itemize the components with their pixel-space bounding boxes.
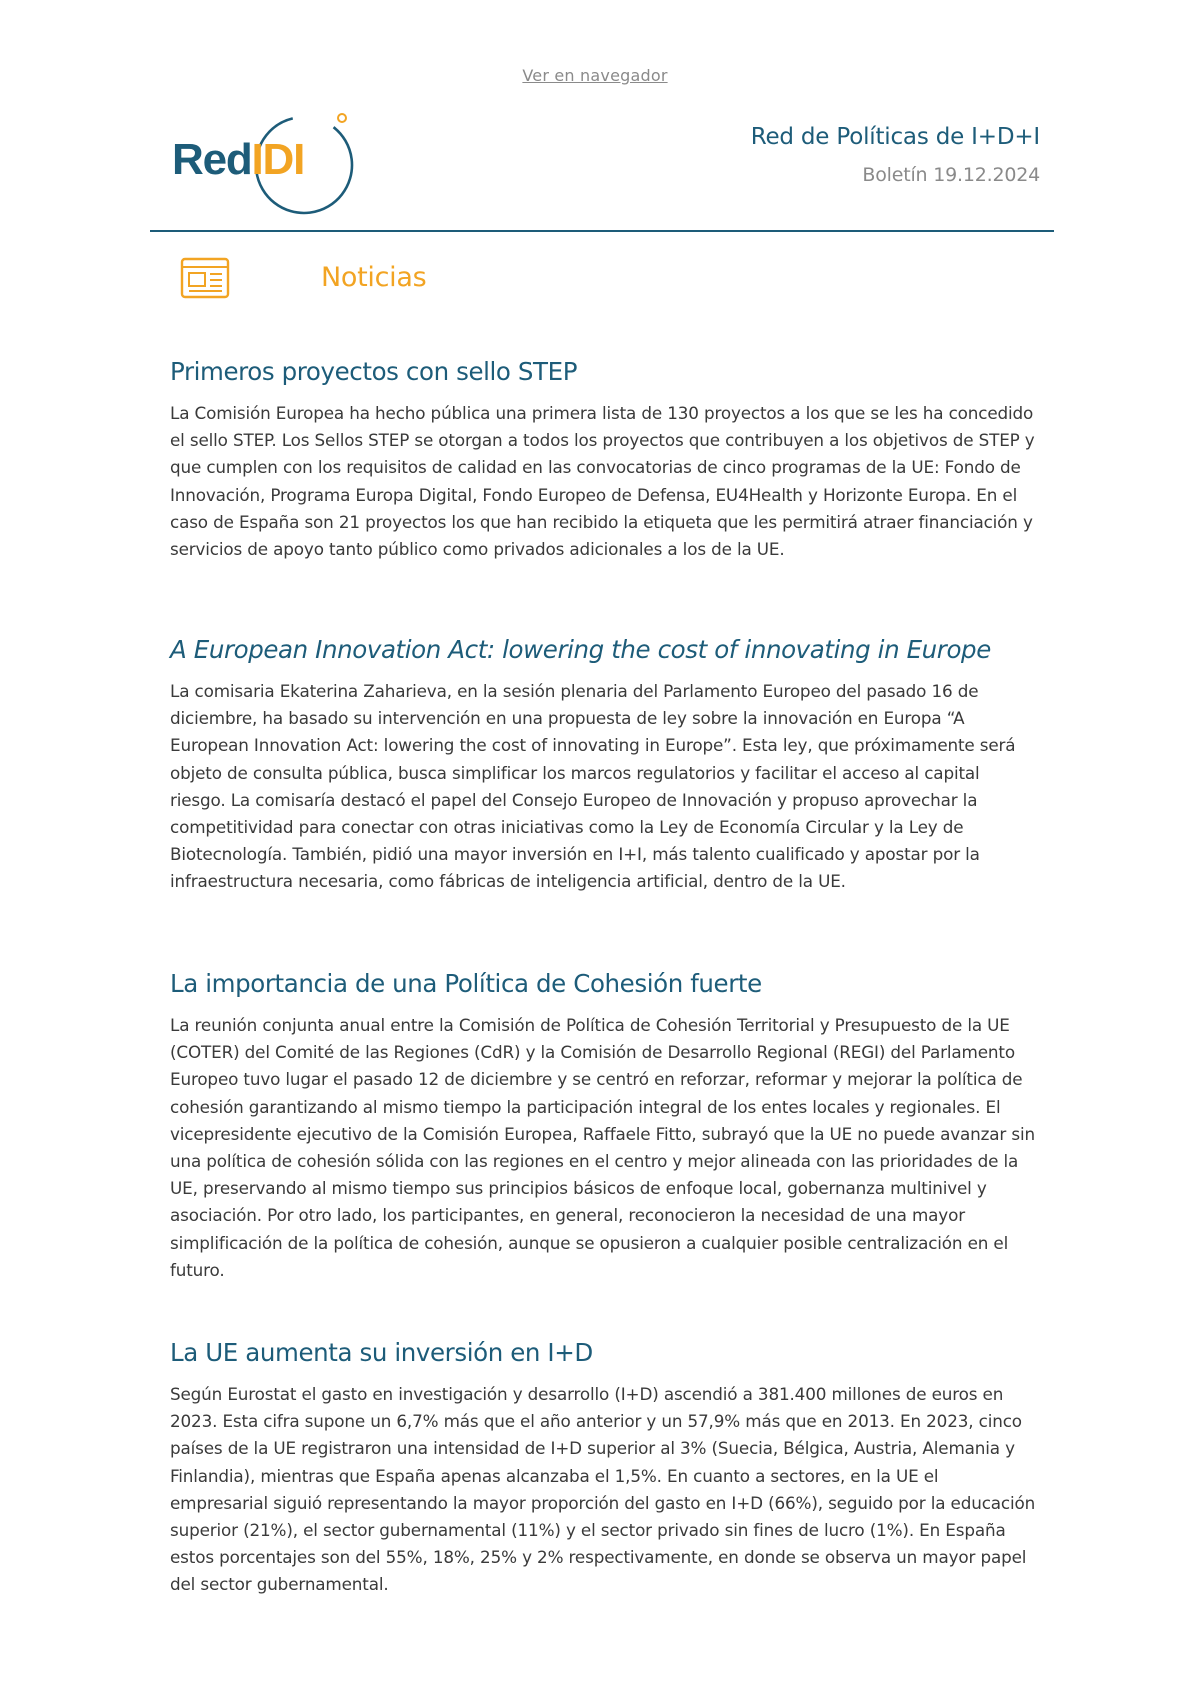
news-article bbox=[170, 1338, 1038, 1599]
article-title[interactable]: La UE aumenta su inversión en I+D bbox=[170, 1338, 593, 1367]
section-title-noticias: Noticias bbox=[321, 262, 427, 293]
logo-text-red: Red bbox=[172, 135, 252, 184]
view-in-browser-link[interactable]: Ver en navegador bbox=[522, 66, 668, 85]
article-title[interactable]: La importancia de una Política de Cohesión fuerte bbox=[170, 969, 762, 998]
article-body: Según Eurostat el gasto en investigación y desarrollo (I+D) ascendió a 381.400 millones de euros en 2023. Esta cifra supone un 6,7% más que el año anterior y un 57,9% más que en 2013. En 2023, cinco países de la UE registraron una intensidad de I+D superior al 3% (Suecia, Bélgica, Austria, Alemania y Finlandia), mientras que España apenas alcanzaba el 1,5%. En cuanto a sectores, en la UE el empresarial siguió representando la mayor proporción del gasto en I+D (66%), seguido por la educación superior (21%), el sector gubernamental (11%) y el sector privado sin fines de lucro (1%). En España estos porcentajes son del 55%, 18%, 25% y 2% respectivamente, en donde se observa un mayor papel del sector gubernamental. bbox=[170, 1384, 1036, 1595]
article-body: La comisaria Ekaterina Zaharieva, en la sesión plenaria del Parlamento Europeo del pasado 16 de diciembre, ha basado su intervención en una propuesta de ley sobre la innovación en Europa “A European Innovation Act: lowering the cost of innovating in Europe”. Esta ley, que próximamente será objeto de consulta pública, busca simplificar los marcos regulatorios y facilitar el acceso al capital riesgo. La comisaría destacó el papel del Consejo Europeo de Innovación y propuso aprovechar la competitividad para conectar con otras iniciativas como la Ley de Economía Circular y la Ley de Biotecnología. También, pidió una mayor inversión en I+I, más talento cualificado y apostar por la infraestructura necesaria, como fábricas de inteligencia artificial, dentro de la UE. bbox=[170, 681, 1016, 892]
news-article bbox=[170, 969, 1038, 1284]
news-article bbox=[170, 635, 1038, 896]
network-title: Red de Políticas de I+D+I bbox=[750, 124, 1040, 150]
logo-text-idi: IDI bbox=[251, 135, 305, 184]
bulletin-header bbox=[751, 124, 1040, 186]
redidi-logo bbox=[172, 108, 372, 216]
news-article bbox=[170, 357, 1038, 563]
header-divider bbox=[150, 230, 1054, 232]
article-body: La reunión conjunta anual entre la Comisión de Política de Cohesión Territorial y Presupuesto de la UE (COTER) del Comité de las Regiones (CdR) y la Comisión de Desarrollo Regional (REGI) del Parlamento Europeo tuvo lugar el pasado 12 de diciembre y se centró en reforzar, reformar y mejorar la política de cohesión garantizando al mismo tiempo la participación integral de los entes locales y regionales. El vicepresidente ejecutivo de la Comisión Europea, Raffaele Fitto, subrayó que la UE no puede avanzar sin una política de cohesión sólida con las regiones en el centro y mejor alineada con las prioridades de la UE, preservando al mismo tiempo sus principios básicos de enfoque local, gobernanza multinivel y asociación. Por otro lado, los participantes, en general, reconocieron la necesidad de una mayor simplificación de la política de cohesión, aunque se opusieron a cualquier posible centralización en el futuro. bbox=[170, 1015, 1035, 1280]
newspaper-icon bbox=[180, 257, 230, 299]
svg-text:RedIDI bbox=[172, 135, 304, 184]
article-body: La Comisión Europea ha hecho pública una primera lista de 130 proyectos a los que se les ha concedido el sello STEP. Los Sellos STEP se otorgan a todos los proyectos que contribuyen a los objetivos de STEP y que cumplen con los requisitos de calidad en las convocatorias de cinco programas de la UE: Fondo de Innovación, Programa Europa Digital, Fondo Europeo de Defensa, EU4Health y Horizonte Europa. En el caso de España son 21 proyectos los que han recibido la etiqueta que les permitirá atraer financiación y servicios de apoyo tanto público como privados adicionales a los de la UE. bbox=[170, 403, 1035, 560]
article-title[interactable]: Primeros proyectos con sello STEP bbox=[170, 357, 578, 386]
bulletin-date: Boletín 19.12.2024 bbox=[862, 164, 1040, 186]
article-title[interactable]: A European Innovation Act: lowering the cost of innovating in Europe bbox=[170, 635, 991, 664]
